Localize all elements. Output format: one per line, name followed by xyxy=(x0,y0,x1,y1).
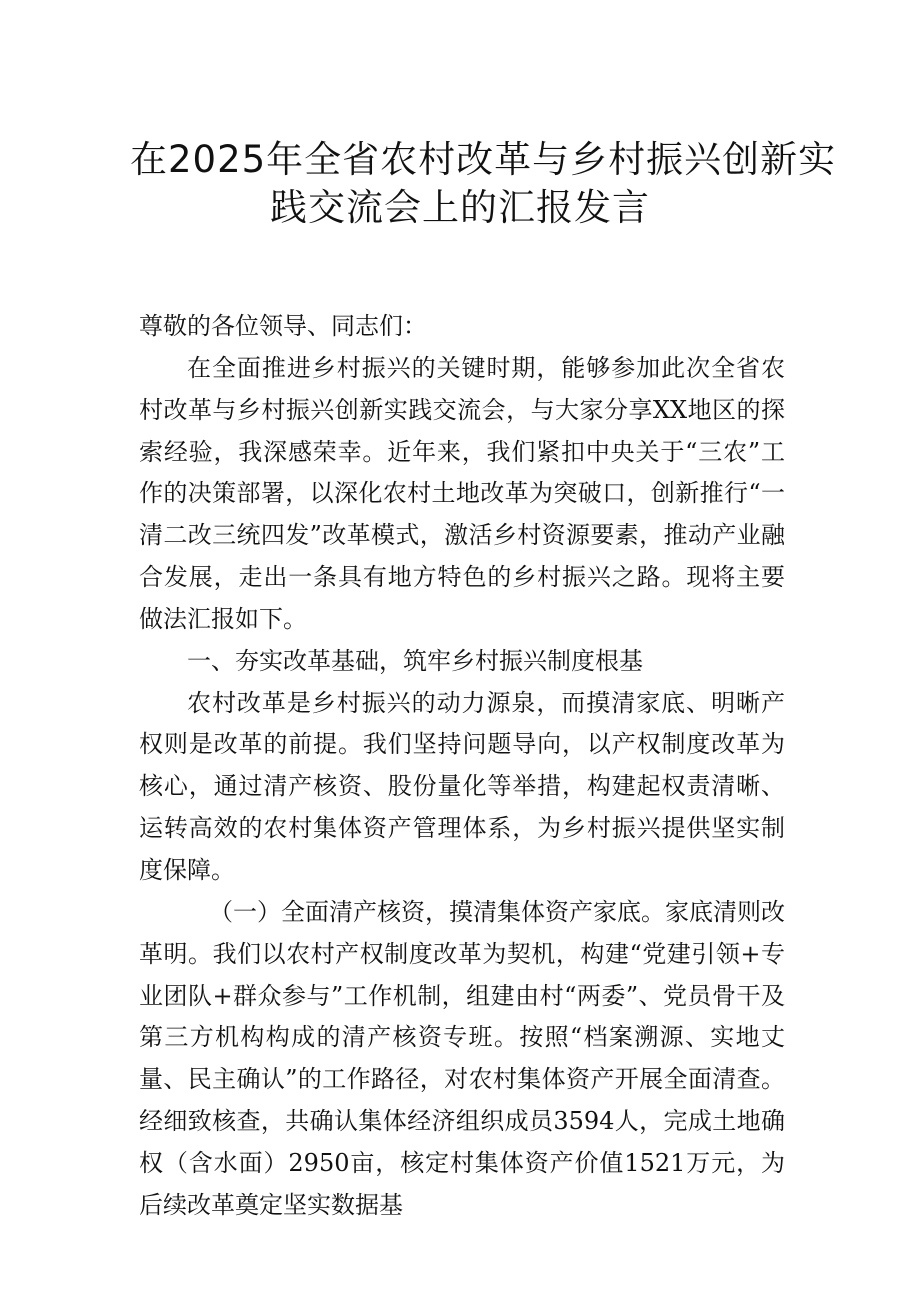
document-title-line-2: 践交流会上的汇报发言 xyxy=(270,186,650,229)
paragraph-intro: 在全面推进乡村振兴的关键时期，能够参加此次全省农村改革与乡村振兴创新实践交流会，与大家分享XX地区的探索经验，我深感荣幸。近年来，我们紧扣中央关于“三农”工作的决策部署，以深化农村土地改革为突破口，创新推行“一清二改三统四发”改革模式，激活乡村资源要素，推动产业融合发展，走出一条具有地方特色的乡村振兴之路。现将主要做法汇报如下。 xyxy=(139,353,785,633)
paragraph-section-1: 农村改革是乡村振兴的动力源泉，而摸清家底、明晰产权则是改革的前提。我们坚持问题导向，以产权制度改革为核心，通过清产核资、股份量化等举措，构建起权责清晰、运转高效的农村集体资产管理体系，为乡村振兴提供坚实制度保障。 xyxy=(139,688,785,884)
salutation: 尊敬的各位领导、同志们： xyxy=(139,312,427,340)
document-body xyxy=(139,306,785,1227)
paragraph-subsection-1: （一）全面清产核资，摸清集体资产家底。家底清则改革明。我们以农村产权制度改革为契机，构建“党建引领+专业团队+群众参与”工作机制，组建由村“两委”、党员骨干及第三方机构构成的清产核资专班。按照“档案溯源、实地丈量、民主确认”的工作路径，对农村集体资产开展全面清查。经细致核查，共确认集体经济组织成员3594人，完成土地确权（含水面）2950亩，核定村集体资产价值1521万元，为后续改革奠定坚实数据基 xyxy=(139,897,785,1219)
section-heading-1: 一、夯实改革基础，筑牢乡村振兴制度根基 xyxy=(187,646,643,675)
document-title-line-1: 在2025年全省农村改革与乡村振兴创新实 xyxy=(130,138,837,181)
